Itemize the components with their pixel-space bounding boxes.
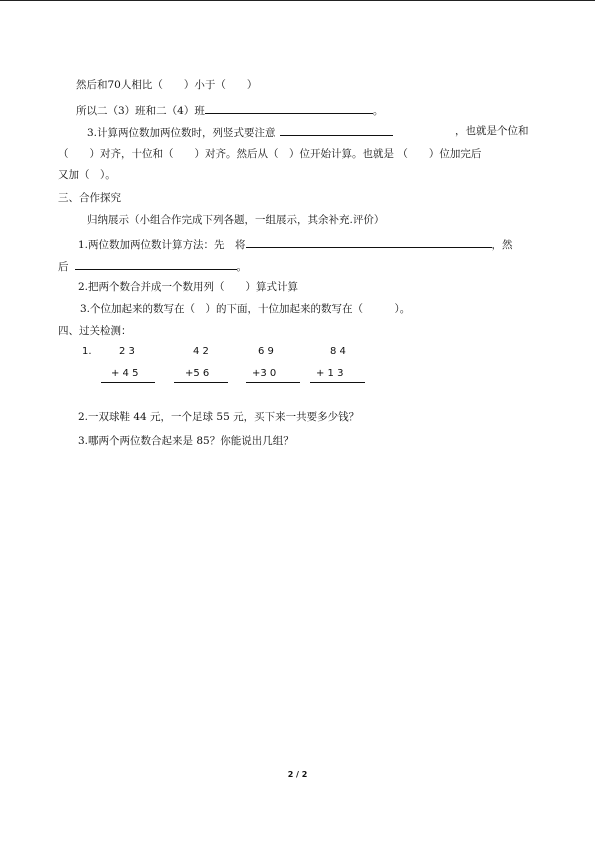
text-line: 归纳展示（小组合作完成下列各题，一组展示，其余补充.评价） bbox=[87, 214, 385, 226]
question: 3.哪两个两位数合起来是 85？你能说出几组？ bbox=[78, 435, 294, 447]
section-heading: 三、合作探究 bbox=[58, 192, 121, 204]
text-segment: 1.两位数加两位数计算方法：先 将 bbox=[78, 239, 246, 251]
top-border bbox=[0, 0, 595, 1]
text-segment: ，然 bbox=[491, 239, 513, 251]
problem-top-number: 4 2 bbox=[193, 346, 209, 357]
text-line: 然后和70人相比（ ）小于（ ） bbox=[76, 79, 258, 91]
text-segment: 所以二（3）班和二（4）班 bbox=[76, 105, 205, 117]
answer-line[interactable] bbox=[310, 382, 365, 383]
text-line: （ ）对齐，十位和（ ）对齐。然后从（ ）位开始计算。也就是 （ ）位加完后 bbox=[58, 148, 482, 160]
answer-line[interactable] bbox=[174, 382, 228, 383]
text-line bbox=[58, 258, 247, 274]
question: 2.一双球鞋 44 元，一个足球 55 元，买下来一共要多少钱？ bbox=[78, 411, 360, 423]
text-line bbox=[87, 124, 393, 140]
page-number: 2 / 2 bbox=[287, 770, 308, 779]
text-line: 3.个位加起来的数写在（ ）的下面，十位加起来的数写在（ ）。 bbox=[80, 303, 411, 315]
answer-blank[interactable] bbox=[246, 236, 492, 248]
answer-blank[interactable] bbox=[280, 124, 393, 136]
problem-label: 1. bbox=[82, 346, 92, 357]
problem-top-number: 8 4 bbox=[330, 346, 346, 357]
answer-line[interactable] bbox=[101, 382, 155, 383]
problem-bottom-number: + 4 5 bbox=[111, 368, 139, 379]
text-segment: 3.计算两位数加两位数时，列竖式要注意 bbox=[87, 127, 276, 139]
text-line bbox=[78, 236, 513, 252]
section-heading: 四、过关检测： bbox=[58, 325, 132, 337]
problem-bottom-number: + 1 3 bbox=[316, 368, 344, 379]
text-segment: 后 bbox=[58, 261, 69, 273]
text-segment: 。 bbox=[236, 261, 247, 273]
text-line: 又加（ ）。 bbox=[58, 169, 116, 181]
text-segment: 。 bbox=[372, 105, 384, 117]
problem-bottom-number: +3 0 bbox=[252, 368, 277, 379]
answer-blank[interactable] bbox=[205, 102, 373, 114]
text-line: 2.把两个数合并成一个数用列（ ）算式计算 bbox=[78, 281, 299, 293]
answer-blank[interactable] bbox=[75, 258, 237, 270]
problem-top-number: 2 3 bbox=[119, 346, 135, 357]
problem-top-number: 6 9 bbox=[258, 346, 274, 357]
problem-bottom-number: +5 6 bbox=[185, 368, 210, 379]
text-line bbox=[76, 102, 383, 118]
text-line: ，也就是个位和 bbox=[455, 125, 529, 137]
answer-line[interactable] bbox=[246, 382, 300, 383]
